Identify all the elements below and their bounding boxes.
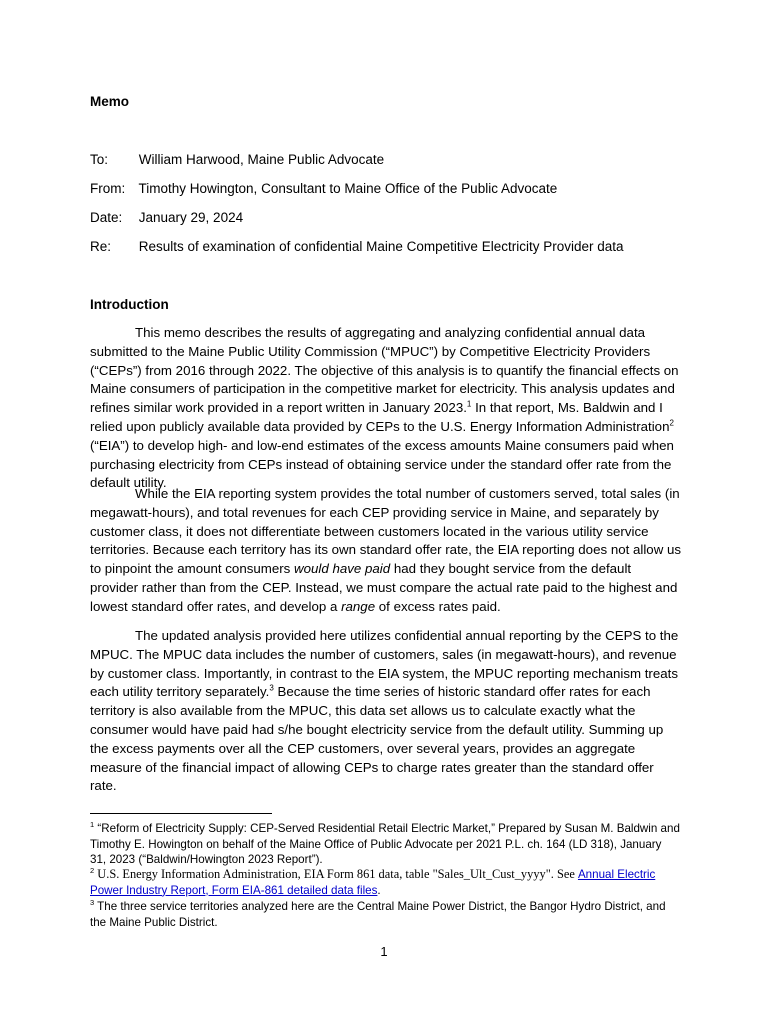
p1-text-a: This memo describes the results of aggregating and analyzing confidential annual data submitted to the Maine Public Utility Commission (“MPUC”) by Competitive Electricity Providers (“CEPs”) from 2016 through 2022. The objective of this analysis is to quantify the financial effects on Maine consumers of participation in the competitive market for electricity. This analysis updates and refines similar work provided in a report written in January 2023. (90, 325, 679, 416)
p2-emphasis-would-have-paid: would have paid (294, 561, 391, 577)
p2-text-b: had they bought service from the default provider rather than from the CEP. Instead, we must compare the actual rate paid to the highest and lowest standard offer rates, and develop a (90, 561, 678, 614)
memo-title: Memo (90, 94, 130, 109)
from-line (90, 181, 557, 196)
from-label: From: (90, 181, 126, 196)
re-line (90, 239, 624, 254)
footnote-3 (90, 899, 680, 930)
footnote-ref-2: 2 (669, 418, 674, 428)
eia-861-data-link[interactable]: Annual Electric Power Industry Report, Form EIA-861 detailed data files (90, 868, 656, 897)
paragraph-1 (90, 324, 682, 493)
footnote-1-number: 1 (90, 820, 95, 830)
re-value: Results of examination of confidential Maine Competitive Electricity Provider data (138, 239, 624, 254)
date-label: Date: (90, 210, 123, 225)
p3-text-a: The updated analysis provided here utilizes confidential annual reporting by the CEPS to the MPUC. The MPUC data includes the number of customers, sales (in megawatt-hours), and revenue by customer class. Importantly, in contrast to the EIA system, the MPUC reporting mechanism treats each utility territory separately. (90, 628, 679, 700)
p2-emphasis-range: range (341, 598, 376, 614)
p1-text-c: (“EIA”) to develop high- and low-end estimates of the excess amounts Maine consumers paid when purchasing electricity from CEPs instead of obtaining service under the standard offer rate from the default utility. (90, 437, 674, 491)
from-value: Timothy Howington, Consultant to Maine Office of the Public Advocate (138, 181, 558, 196)
footnote-2-text: U.S. Energy Information Administration, EIA Form 861 data, table "Sales_Ult_Cust_yyyy". See (94, 867, 578, 881)
re-label: Re: (90, 239, 112, 254)
footnote-ref-1: 1 (466, 399, 472, 409)
footnote-3-number: 3 (90, 898, 95, 908)
footnote-1-text: “Reform of Electricity Supply: CEP-Served Residential Retail Electric Market,” Prepared by Susan M. Baldwin and Timothy E. Howington on behalf of the Maine Office of Public Advocate per 2021 P.L. ch. 164 (LD 318), January 31, 2023 (“Baldwin/Howington 2023 Report”). (90, 822, 680, 867)
to-value: William Harwood, Maine Public Advocate (138, 152, 385, 167)
date-line (90, 210, 243, 225)
p2-text-a: While the EIA reporting system provides the total number of customers served, total sales (in megawatt-hours), and total revenues for each CEP providing service in Maine, and separately by customer class, it does not differentiate between customers located in the various utility service territories. Because each territory has its own standard offer rate, the EIA reporting does not allow us to pinpoint the amount consumers (90, 486, 682, 577)
date-value: January 29, 2024 (138, 210, 244, 225)
introduction-heading: Introduction (90, 297, 169, 312)
p3-text-b: Because the time series of historic standard offer rates for each territory is also available from the MPUC, this data set allows us to calculate exactly what the consumer would have paid had s/he bought electricity service from the default utility. Summing up the excess payments over all the CEP customers, over several years, provides an aggregate measure of the financial impact of allowing CEPs to charge rates greater than the standard offer rate. (90, 684, 664, 794)
footnote-ref-3: 3 (269, 683, 274, 693)
footnote-2-number: 2 (90, 866, 95, 876)
paragraph-3 (90, 627, 682, 796)
to-line (90, 152, 384, 167)
footnote-3-text: The three service territories analyzed here are the Central Maine Power District, the Bangor Hydro District, and the Maine Public District. (90, 900, 666, 929)
footnote-separator (90, 813, 272, 814)
footnote-1 (90, 821, 680, 868)
p1-text-b: In that report, Ms. Baldwin and I relied upon publicly available data provided by CEPs to the U.S. Energy Information Administration (90, 400, 670, 434)
p2-text-c: of excess rates paid. (375, 598, 501, 614)
page-number: 1 (380, 944, 388, 959)
footnote-2-end: . (377, 883, 381, 897)
footnote-2 (90, 867, 680, 898)
paragraph-2 (90, 485, 682, 617)
to-label: To: (90, 152, 109, 167)
